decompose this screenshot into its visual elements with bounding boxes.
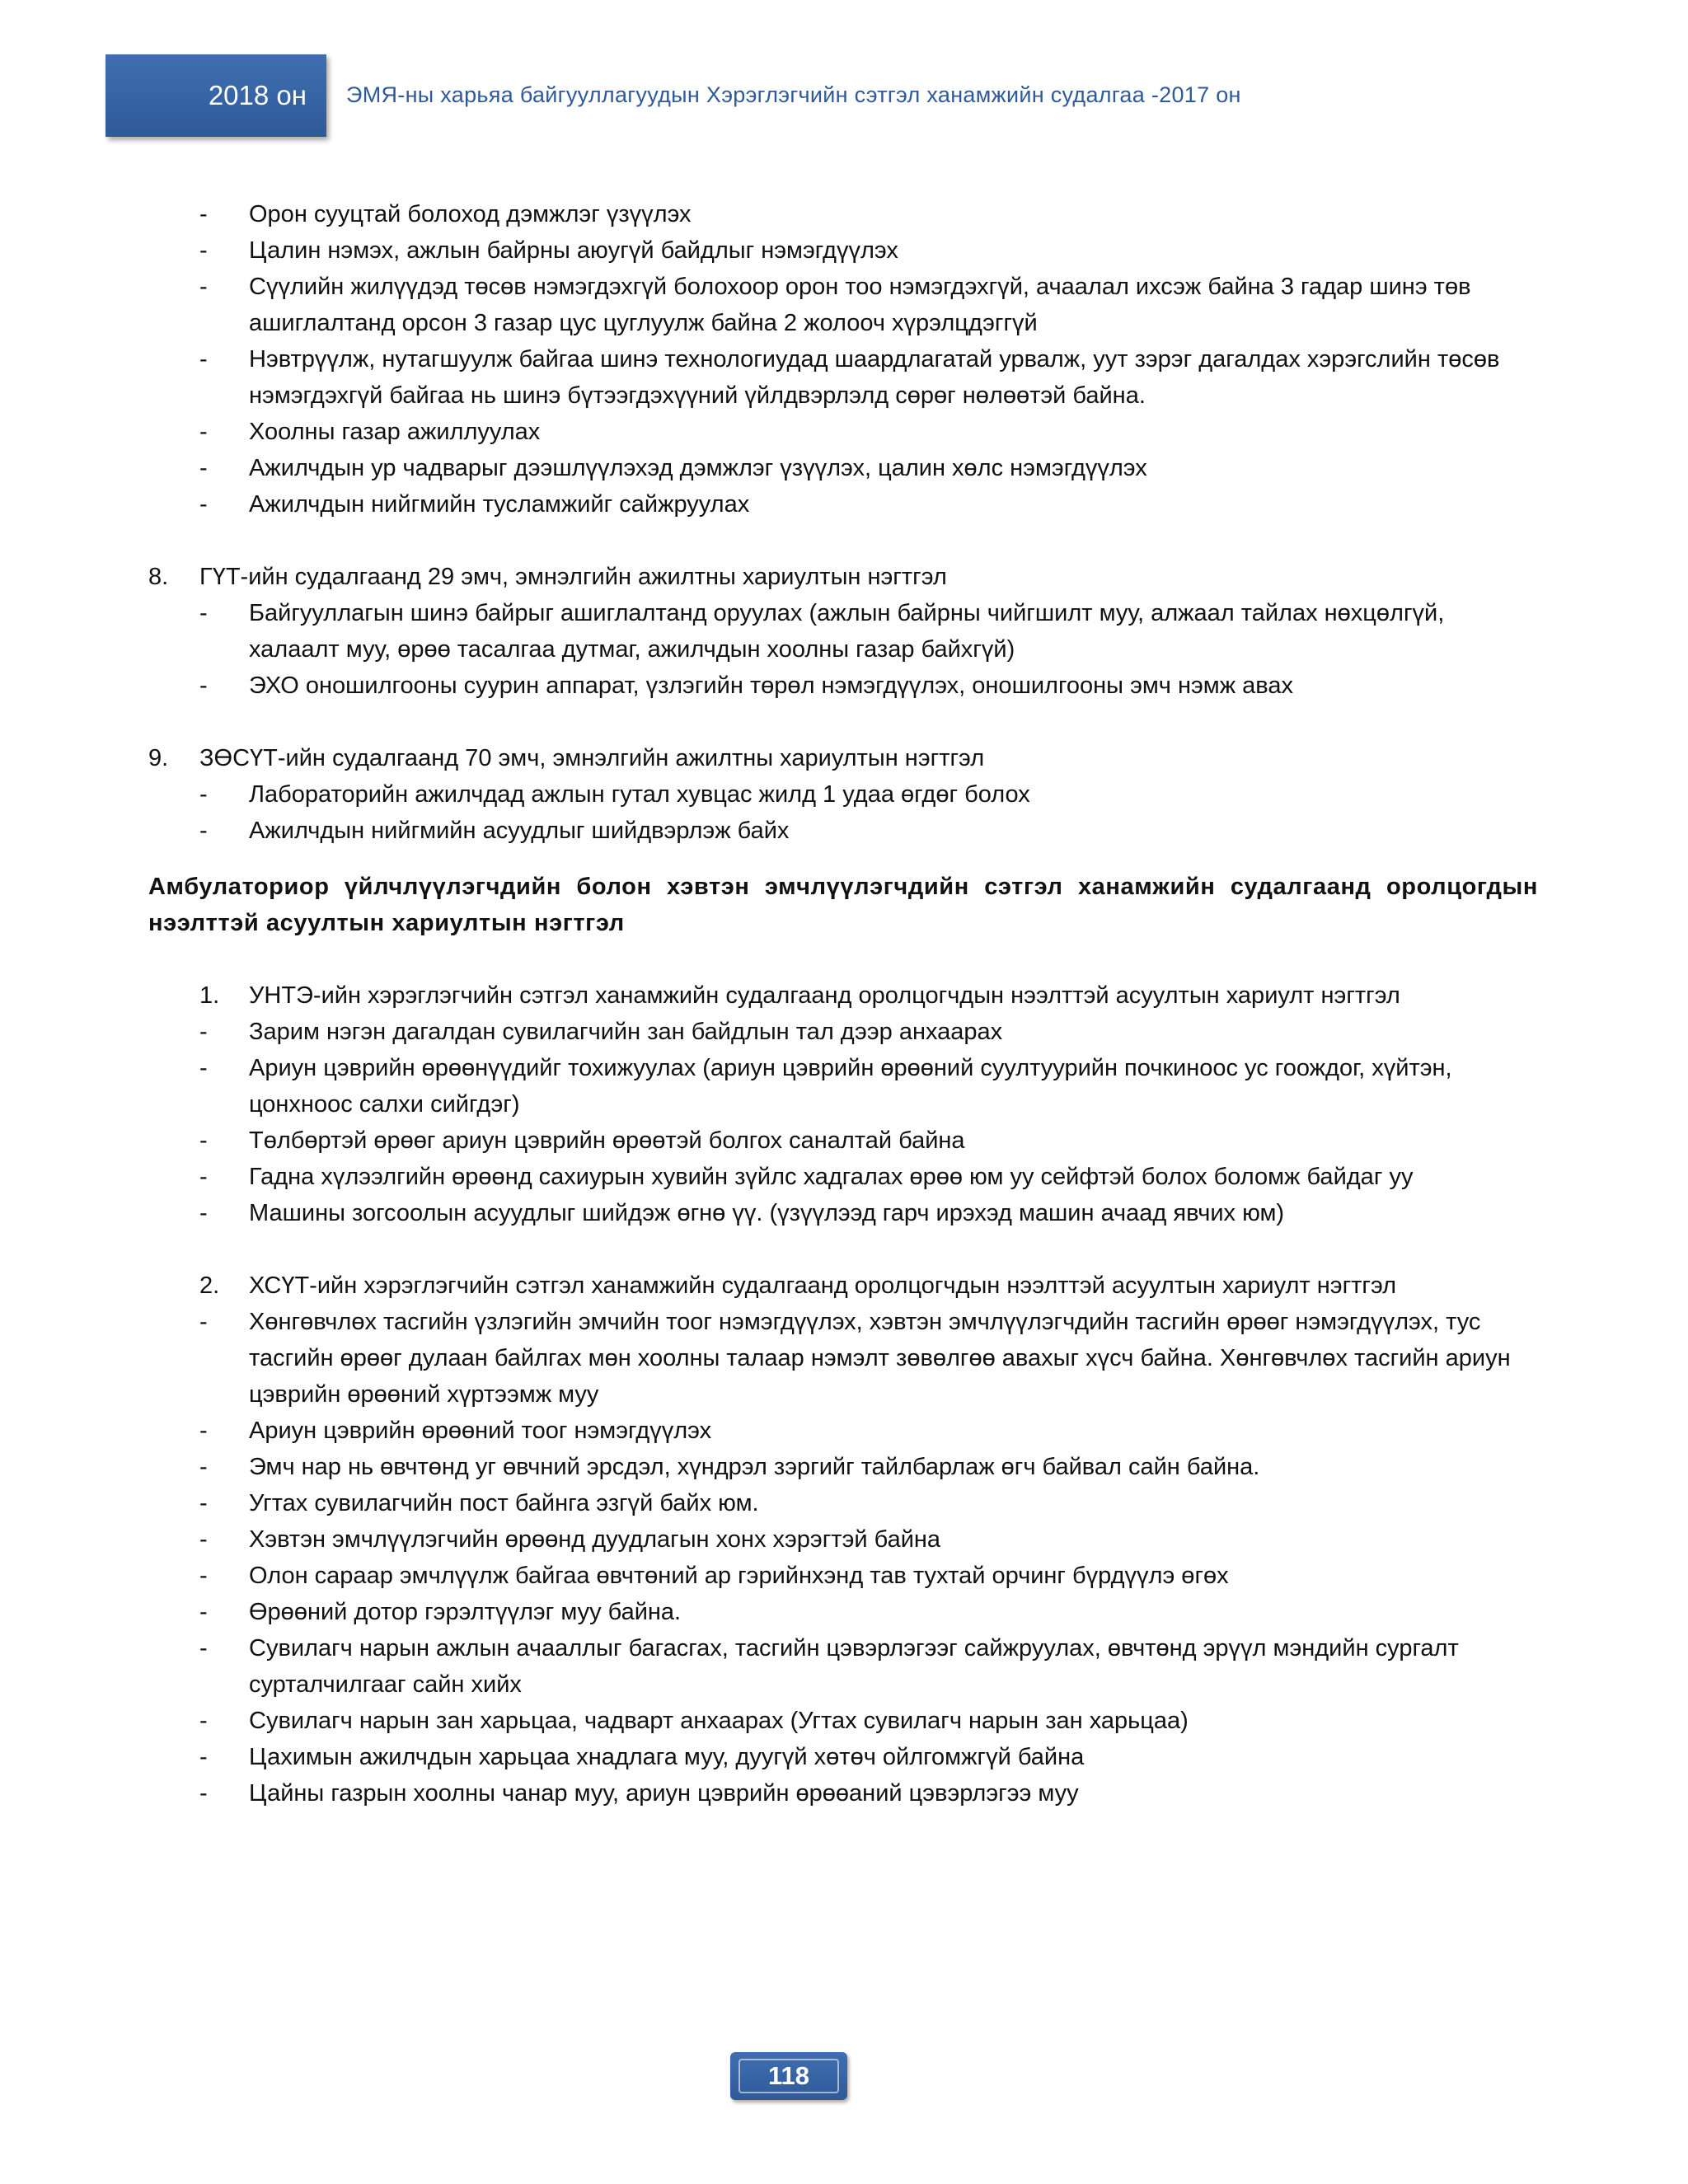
page-number-badge bbox=[730, 2052, 847, 2100]
list-item: - Олон сараар эмчлүүлж байгаа өвчтөний ар гэрийнхэнд тав тухтай орчинг бүрдүүлэ өгөх bbox=[199, 1563, 1229, 1589]
header-year-label: 2018 он bbox=[208, 80, 307, 110]
list-item: - Орон сууцтай болоход дэмжлэг үзүүлэх bbox=[199, 201, 692, 227]
section-9-title: 9. ЗӨСҮТ-ийн судалгаанд 70 эмч, эмнэлгийн ажилтны хариултын нэгтгэл bbox=[148, 745, 985, 771]
list-item: - Цалин нэмэх, ажлын байрны аюугүй байдлыг нэмэгдүүлэх bbox=[199, 237, 898, 264]
list-item: - Ажилчдын нийгмийн асуудлыг шийдвэрлэж байх bbox=[199, 818, 790, 844]
list-item: - Сувилагч нарын ажлын ачааллыг багасгах, тасгийн цэвэрлэгээг сайжруулах, өвчтөнд эрүүл мэндийн сургалт сурталчилгааг сайн хийх bbox=[199, 1635, 1459, 1698]
list-item: - Зарим нэгэн дагалдан сувилагчийн зан байдлын тал дээр анхаарах bbox=[199, 1019, 1003, 1045]
list-item: - Хөнгөвчлөх тасгийн үзлэгийн эмчийн тоог нэмэгдүүлэх, хэвтэн эмчлүүлэгчдийн тасгийн өрөөг нэмэгдүүлэх, тус тасгийн өрөөг дулаан байлгах мөн хоолны талаар нэмэлт зөвөлгөө авахыг хүсч байна. Хөнгөвчлөх тасгийн ариун цэврийн өрөөний хүртээмж муу bbox=[199, 1309, 1511, 1408]
section-8-title: 8. ГҮТ-ийн судалгаанд 29 эмч, эмнэлгийн ажилтны хариултын нэгтгэл bbox=[148, 564, 947, 590]
list-item: - Цайны газрын хоолны чанар муу, ариун цэврийн өрөөаний цэвэрлэгээ муу bbox=[199, 1780, 1079, 1807]
list-item: - Угтах сувилагчийн пост байнга эзгүй байх юм. bbox=[199, 1490, 759, 1516]
list-item: - Ариун цэврийн өрөөний тоог нэмэгдүүлэх bbox=[199, 1418, 712, 1444]
list-item: - Нэвтрүүлж, нутагшуулж байгаа шинэ технологиудад шаардлагатай урвалж, уут зэрэг дагалдах хэрэгслийн төсөв нэмэгдэхгүй байгаа нь шинэ бүтээгдэхүүний үйлдвэрлэлд сөрөг нөлөөтэй байна. bbox=[199, 346, 1500, 409]
list-item: - Ариун цэврийн өрөөнүүдийг тохижуулах (ариун цэврийн өрөөний суултуурийн почкиноос ус гоождог, хүйтэн, цонхноос салхи сийгдэг) bbox=[199, 1055, 1452, 1118]
header-year-badge bbox=[106, 54, 326, 137]
list-item: - Лабораторийн ажилчдад ажлын гутал хувцас жилд 1 удаа өгдөг болох bbox=[199, 781, 1030, 808]
header-title: ЭМЯ-ны харьяа байгууллагуудын Хэрэглэгчийн сэтгэл ханамжийн судалгаа -2017 он bbox=[346, 82, 1241, 107]
list-item: - Ажилчдын ур чадварыг дээшлүүлэхэд дэмжлэг үзүүлэх, цалин хөлс нэмэгдүүлэх bbox=[199, 455, 1147, 481]
list-item: - Төлбөртэй өрөөг ариун цэврийн өрөөтэй болгох саналтай байна bbox=[199, 1127, 965, 1154]
list-item: - Хэвтэн эмчлүүлэгчийн өрөөнд дуудлагын хонх хэрэгтэй байна bbox=[199, 1526, 941, 1553]
subsection-1-title: 1. УНТЭ-ийн хэрэглэгчийн сэтгэл ханамжийн судалгаанд оролцогчдын нээлттэй асуултын хариулт нэгтгэл bbox=[199, 982, 1400, 1009]
list-item: - Өрөөний дотор гэрэлтүүлэг муу байна. bbox=[199, 1599, 682, 1625]
list-item: - Байгууллагын шинэ байрыг ашиглалтанд оруулах (ажлын байрны чийгшилт муу, алжаал тайлах нөхцөлгүй, халаалт муу, өрөө тасалгаа дутмаг, ажилчдын хоолны газар байхгүй) bbox=[199, 600, 1445, 663]
list-item: - Машины зогсоолын асуудлыг шийдэж өгнө үү. (үзүүлээд гарч ирэхэд машин ачаад явчих юм) bbox=[199, 1200, 1285, 1226]
document-body bbox=[148, 196, 1538, 1811]
page-number: 118 bbox=[767, 2061, 809, 2090]
list-item: - ЭХО оношилгооны суурин аппарат, үзлэгийн төрөл нэмэгдүүлэх, оношилгооны эмч нэмж авах bbox=[199, 673, 1294, 699]
subsection-2-title: 2. ХСҮТ-ийн хэрэглэгчийн сэтгэл ханамжийн судалгаанд оролцогчдын нээлттэй асуултын хариулт нэгтгэл bbox=[199, 1272, 1397, 1299]
list-item: - Ажилчдын нийгмийн тусламжийг сайжруулах bbox=[199, 491, 750, 518]
list-item: - Гадна хүлээлгийн өрөөнд сахиурын хувийн зүйлс хадгалах өрөө юм уу сейфтэй болох боломж байдаг уу bbox=[199, 1164, 1414, 1190]
list-item: - Хоолны газар ажиллуулах bbox=[199, 419, 541, 445]
list-item: - Сүүлийн жилүүдэд төсөв нэмэгдэхгүй болохоор орон тоо нэмэгдэхгүй, ачаалал ихсэж байна 3 гадар шинэ төв ашиглалтанд орсон 3 газар цус цуглуулж байна 2 жолооч хүрэлцдэггүй bbox=[199, 274, 1471, 336]
list-item: - Цахимын ажилчдын харьцаа хнадлага муу, дуугүй хөтөч ойлгомжгүй байна bbox=[199, 1744, 1085, 1770]
list-item: - Эмч нар нь өвчтөнд уг өвчний эрсдэл, хүндрэл зэргийг тайлбарлаж өгч байвал сайн байна. bbox=[199, 1454, 1260, 1480]
list-item: - Сувилагч нарын зан харьцаа, чадварт анхаарах (Угтах сувилагч нарын зан харьцаа) bbox=[199, 1708, 1189, 1734]
main-heading: Амбулаториор үйлчлүүлэгчдийн болон хэвтэн эмчлүүлэгчдийн сэтгэл ханамжийн судалгаанд оролцогдын нээлттэй асуултын хариултын нэгтгэл bbox=[148, 874, 1538, 936]
